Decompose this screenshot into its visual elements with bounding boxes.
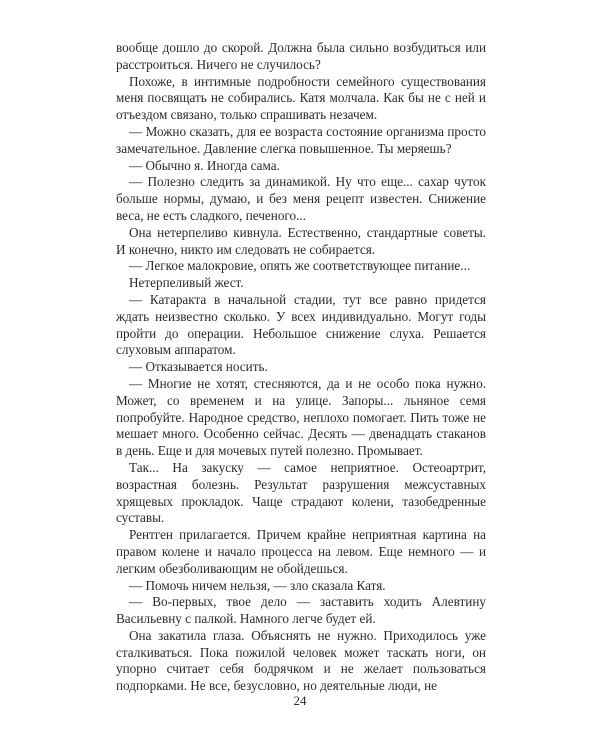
paragraph: вообще дошло до скорой. Должна была сильно возбудиться или расстроиться. Ничего не случилось? — [116, 40, 486, 72]
paragraph: — Полезно следить за динамикой. Ну что еще... сахар чуток больше нормы, думаю, и без меня рецепт известен. Снижение веса, не есть сладкого, печеного... — [116, 174, 486, 223]
paragraph: Рентген прилагается. Причем крайне неприятная картина на правом колене и начало процесса на левом. Еще немного — и легким обезболивающим не обойдешься. — [116, 527, 486, 576]
paragraph: — Отказывается носить. — [129, 359, 268, 375]
paragraph: — Помочь ничем нельзя, — зло сказала Катя. — [129, 577, 386, 593]
paragraph: — Многие не хотят, стесняются, да и не особо пока нужно. Может, со временем и на улице. Запоры... льняное семя попробуйте. Народное средство, неплохо помогает. Пить тоже не мешает много. Особенно сейчас. Десять — двенадцать стаканов в день. Еще и для мочевых путей полезно. Промывает. — [116, 375, 486, 459]
paragraph: Она закатила глаза. Объяснять не нужно. Приходилось уже сталкиваться. Пока пожилой человек может таскать ноги, он упорно считает себя бодрячком и не желает пользоваться подпорками. Не все, безусловно, но деятельные люди, не — [116, 627, 486, 694]
paragraph: — Обычно я. Иногда сама. — [129, 157, 280, 173]
paragraph: — Катаракта в начальной стадии, тут все равно придется ждать неизвестно сколько. У всех индивидуально. Могут годы пройти до операции. Небольшое снижение слуха. Решается слуховым аппаратом. — [116, 291, 486, 358]
page-text — [116, 40, 486, 695]
paragraph: Она нетерпеливо кивнула. Естественно, стандартные советы. И конечно, никто им следовать не собирается. — [116, 224, 486, 257]
paragraph: Похоже, в интимные подробности семейного существования меня посвящать не собирались. Катя молчала. Как бы не с ней и отъездом связано, только спрашивать незачем. — [116, 73, 486, 123]
paragraph: — Во-первых, твое дело — заставить ходить Алевтину Васильевну с палкой. Намного легче будет ей. — [116, 594, 486, 627]
paragraph: Так... На закуску — самое неприятное. Остеоартрит, возрастная болезнь. Результат разрушения межсуставных хрящевых прокладок. Чаще страдают колени, тазобедренные суставы. — [116, 459, 486, 526]
paragraph: — Можно сказать, для ее возраста состояние организма просто замечательное. Давление слегка повышенное. Ты меряешь? — [116, 123, 486, 156]
paragraph: Нетерпеливый жест. — [129, 275, 244, 291]
paragraph: — Легкое малокровие, опять же соответствующее питание... — [129, 258, 471, 274]
page-number: 24 — [293, 693, 307, 708]
